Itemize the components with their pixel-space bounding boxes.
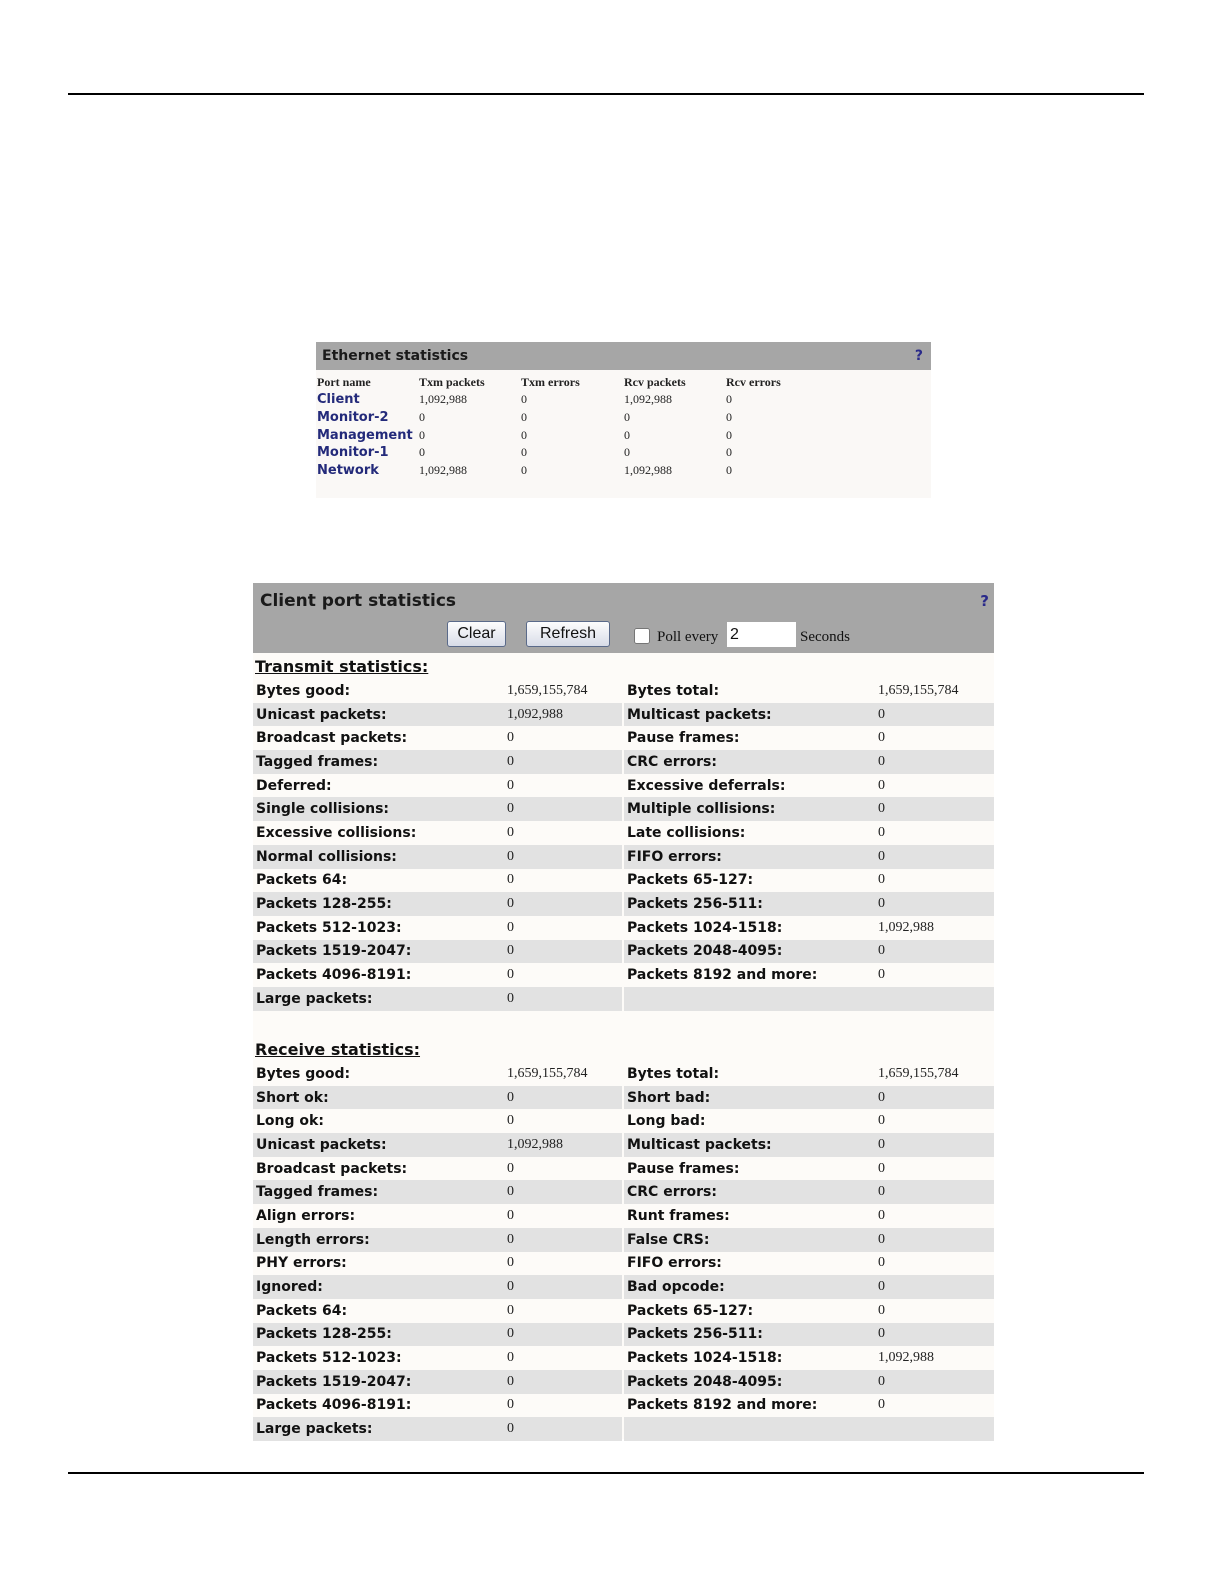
table-cell: 0 [624,427,630,442]
stat-label: Packets 8192 and more: [627,967,818,984]
stat-label: False CRS: [624,1228,875,1252]
help-icon[interactable]: ? [914,348,923,364]
table-cell: 0 [521,463,527,478]
stat-label: Packets 64: [256,1302,348,1319]
stat-row [253,774,994,798]
stat-value: 1,659,155,784 [878,682,959,698]
stat-label: Multiple collisions: [624,797,875,821]
stat-value: 0 [504,1086,622,1110]
table-row [317,462,826,480]
stat-value: 0 [504,1275,622,1299]
stat-label: Short ok: [253,1086,504,1110]
stat-label: Long bad: [627,1113,706,1130]
stat-value: 0 [875,797,994,821]
stat-row [253,750,994,774]
stat-row [253,1370,994,1394]
top-rule [68,93,1144,95]
stat-label: CRC errors: [624,1180,875,1204]
port-link[interactable]: Monitor-1 [317,445,389,461]
stat-value: 0 [878,1160,885,1176]
stat-label: Multicast packets: [624,703,875,727]
ethernet-statistics-title: Ethernet statistics [322,348,469,364]
stat-row [253,869,994,893]
stat-row [253,1062,994,1086]
stat-label: Packets 4096-8191: [256,1397,412,1414]
table-row [317,409,826,427]
stat-row [253,1133,994,1157]
stat-value: 0 [507,872,514,888]
stat-label: Tagged frames: [253,1180,504,1204]
stat-label: Packets 1024-1518: [627,1350,783,1367]
stat-value: 0 [507,1207,514,1223]
stat-label: Multicast packets: [624,1133,875,1157]
transmit-statistics-table [253,679,994,1011]
stat-row [253,821,994,845]
stat-label: Deferred: [256,777,332,794]
poll-every-label: Poll every [657,629,719,645]
stat-row [253,940,994,964]
stat-value: 1,092,988 [878,919,934,935]
stat-value: 0 [507,1302,514,1318]
client-port-statistics-header [253,583,994,653]
stat-label: Packets 256-511: [624,1323,875,1347]
stat-row [253,1346,994,1370]
stat-label: Pause frames: [627,1160,740,1177]
stat-row [253,703,994,727]
stat-row [253,987,994,1011]
stat-value [875,1417,994,1441]
stat-label: Packets 256-511: [624,892,875,916]
stat-label: Packets 65-127: [627,872,754,889]
stat-value: 0 [875,892,994,916]
stat-value: 0 [507,919,514,935]
stat-label: Packets 128-255: [253,1323,504,1347]
stat-label: Broadcast packets: [256,1160,408,1177]
stat-value: 0 [878,730,885,746]
stat-row [253,1086,994,1110]
stat-value: 0 [504,987,622,1011]
stat-label: PHY errors: [256,1255,347,1272]
port-link[interactable]: Monitor-2 [317,410,389,426]
stat-label: Bytes good: [256,682,351,699]
stat-value: 0 [507,730,514,746]
stat-label: CRC errors: [624,750,875,774]
stat-value: 1,659,155,784 [507,682,588,698]
table-row [317,444,826,462]
stat-label: Packets 512-1023: [256,1350,402,1367]
column-header: Rcv errors [726,374,781,389]
ethernet-statistics-header [316,342,931,370]
stat-row [253,1394,994,1418]
stat-label: Bytes total: [627,1065,720,1082]
stat-value: 0 [875,1133,994,1157]
stat-value: 0 [504,1323,622,1347]
table-row [317,426,826,444]
stat-label: Packets 8192 and more: [627,1397,818,1414]
stat-label: Align errors: [256,1207,356,1224]
poll-checkbox[interactable] [634,628,650,644]
stat-row [253,1157,994,1181]
stat-label: Packets 1024-1518: [627,919,783,936]
stat-value: 0 [504,845,622,869]
stat-row [253,1275,994,1299]
stat-value: 0 [504,1180,622,1204]
port-link[interactable]: Management [317,427,413,443]
port-link[interactable]: Client [317,392,360,408]
stat-value: 0 [875,1275,994,1299]
stat-label: FIFO errors: [627,1255,722,1272]
stat-label: Bad opcode: [624,1275,875,1299]
stat-value: 0 [504,940,622,964]
clear-button[interactable]: Clear [447,621,506,647]
stat-value: 0 [507,1350,514,1366]
stat-value: 0 [875,703,994,727]
stat-value: 0 [507,777,514,793]
table-cell: 1,092,988 [624,463,672,478]
ethernet-statistics-panel [316,342,931,498]
stat-row [253,1417,994,1441]
stat-label: Packets 2048-4095: [624,940,875,964]
client-port-statistics-title: Client port statistics [260,591,457,611]
receive-statistics-table [253,1062,994,1441]
table-cell: 1,092,988 [624,392,672,407]
stat-value: 0 [875,750,994,774]
stat-label: Broadcast packets: [256,730,408,747]
stat-label [624,1417,875,1441]
table-cell: 0 [521,392,527,407]
stat-label: Unicast packets: [253,703,504,727]
stat-label: FIFO errors: [624,845,875,869]
refresh-button[interactable]: Refresh [526,621,610,647]
stat-value: 0 [875,1323,994,1347]
column-header: Txm errors [521,374,580,389]
ethernet-statistics-table [317,373,826,479]
stat-value: 0 [878,1113,885,1129]
table-cell: 0 [726,463,732,478]
table-cell: 0 [419,410,425,425]
stat-label [624,987,875,1011]
stat-row [253,892,994,916]
stat-label: Packets 64: [256,872,348,889]
stat-row [253,1299,994,1323]
stat-value: 0 [878,1255,885,1271]
bottom-rule [68,1472,1144,1474]
stat-value: 0 [875,1228,994,1252]
stat-value: 0 [878,967,885,983]
stat-label: Bytes total: [627,682,720,699]
stat-label: Packets 4096-8191: [256,967,412,984]
stat-label: Unicast packets: [253,1133,504,1157]
stat-value: 0 [507,967,514,983]
stat-value: 1,092,988 [504,1133,622,1157]
stat-label: Late collisions: [627,824,746,841]
stat-row [253,726,994,750]
stat-label: Runt frames: [627,1207,730,1224]
stat-value: 0 [504,892,622,916]
stat-value: 0 [504,750,622,774]
stat-value: 1,092,988 [504,703,622,727]
column-header: Txm packets [419,374,485,389]
stat-label: Packets 2048-4095: [624,1370,875,1394]
stat-value: 0 [878,1302,885,1318]
stat-value: 0 [507,1397,514,1413]
stat-value: 0 [875,1086,994,1110]
stat-row [253,1323,994,1347]
table-cell: 0 [726,427,732,442]
table-cell: 0 [726,392,732,407]
table-cell: 0 [521,445,527,460]
stat-label: Long ok: [256,1113,324,1130]
stat-value: 0 [875,940,994,964]
table-cell: 0 [624,410,630,425]
transmit-statistics-heading: Transmit statistics: [255,657,429,676]
table-cell: 0 [521,410,527,425]
stat-label: Excessive deferrals: [627,777,786,794]
table-row [317,391,826,409]
stat-label: Packets 65-127: [627,1302,754,1319]
stat-value [875,987,994,1011]
table-cell: 0 [624,445,630,460]
stat-value: 0 [507,1160,514,1176]
help-icon[interactable]: ? [980,592,989,610]
stat-label: Single collisions: [253,797,504,821]
stat-value: 0 [504,1417,622,1441]
seconds-label: Seconds [800,629,850,645]
stat-label: Packets 1519-2047: [253,1370,504,1394]
stat-value: 0 [507,1113,514,1129]
stat-value: 0 [507,1255,514,1271]
port-link[interactable]: Network [317,463,379,479]
table-header-row [317,373,826,391]
table-cell: 0 [419,427,425,442]
stat-label: Normal collisions: [253,845,504,869]
receive-statistics-heading: Receive statistics: [255,1040,421,1059]
stat-label: Packets 1519-2047: [253,940,504,964]
stat-row [253,916,994,940]
stat-label: Packets 512-1023: [256,919,402,936]
stat-value: 0 [878,777,885,793]
stat-value: 0 [875,1370,994,1394]
table-cell: 0 [726,410,732,425]
stat-row [253,1180,994,1204]
stat-label: Tagged frames: [253,750,504,774]
stat-row [253,1228,994,1252]
stat-row [253,845,994,869]
stat-row [253,1109,994,1133]
stat-value: 0 [878,824,885,840]
stat-row [253,963,994,987]
stat-value: 1,659,155,784 [507,1065,588,1081]
stat-value: 1,659,155,784 [878,1065,959,1081]
stat-row [253,679,994,703]
stat-value: 0 [875,1180,994,1204]
stat-value: 0 [875,845,994,869]
table-cell: 1,092,988 [419,463,467,478]
stat-value: 0 [878,1397,885,1413]
stat-value: 1,092,988 [878,1350,934,1366]
stat-label: Pause frames: [627,730,740,747]
stat-value: 0 [504,1228,622,1252]
stat-value: 0 [504,797,622,821]
table-cell: 0 [726,445,732,460]
stat-label: Bytes good: [256,1065,351,1082]
poll-interval-input[interactable] [727,622,796,647]
table-cell: 0 [419,445,425,460]
stat-row [253,1204,994,1228]
stat-label: Short bad: [624,1086,875,1110]
stat-value: 0 [878,872,885,888]
client-port-statistics-panel [253,583,994,1439]
table-cell: 1,092,988 [419,392,467,407]
stat-label: Large packets: [253,987,504,1011]
stat-label: Excessive collisions: [256,824,417,841]
stat-label: Large packets: [253,1417,504,1441]
stat-value: 0 [507,824,514,840]
column-header: Rcv packets [624,374,686,389]
table-cell: 0 [521,427,527,442]
stat-row [253,797,994,821]
stat-row [253,1252,994,1276]
column-header: Port name [317,374,371,389]
stat-label: Packets 128-255: [253,892,504,916]
stat-label: Length errors: [253,1228,504,1252]
stat-value: 0 [504,1370,622,1394]
stat-value: 0 [878,1207,885,1223]
stat-label: Ignored: [253,1275,504,1299]
